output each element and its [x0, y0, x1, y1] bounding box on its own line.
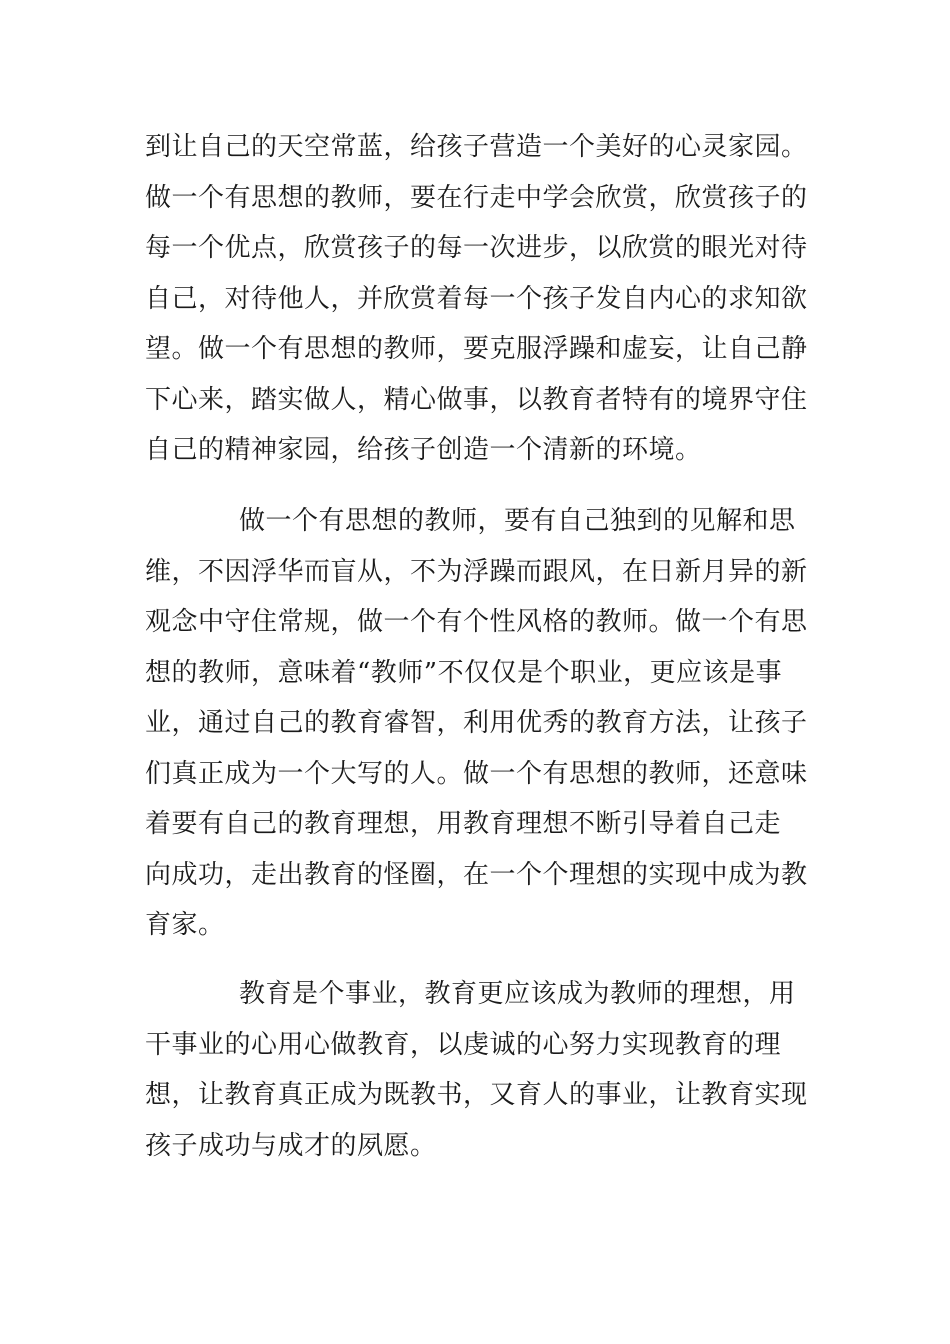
- paragraph-first-line: 教育是个事业，教育更应该成为教师的理想，用: [239, 979, 796, 1009]
- paragraph-line: 向成功，走出教育的怪圈，在一个个理想的实现中成为教: [145, 859, 808, 890]
- paragraph-line: 孩子成功与成才的夙愿。: [145, 1130, 437, 1161]
- paragraph-line: 观念中守住常规，做一个有个性风格的教师。做一个有思: [145, 607, 808, 637]
- paragraph-line: 自己的精神家园，给孩子创造一个清新的环境。: [145, 435, 702, 465]
- paragraph-3: [145, 969, 811, 1171]
- paragraph-line: 干事业的心用心做教育，以虔诚的心努力实现教育的理: [145, 1029, 782, 1060]
- paragraph-line: 维，不因浮华而盲从，不为浮躁而跟风，在日新月异的新: [145, 556, 808, 587]
- paragraph-line: 想的教师，意味着“教师”不仅仅是个职业，更应该是事: [145, 657, 783, 688]
- paragraph-line: 想，让教育真正成为既教书，又育人的事业，让教育实现: [145, 1080, 808, 1110]
- paragraph-line: 育家。: [145, 910, 225, 940]
- paragraph-2: [145, 496, 811, 951]
- paragraph-line: 望。做一个有思想的教师，要克服浮躁和虚妄，让自己静: [145, 334, 808, 364]
- paragraph-line: 们真正成为一个大写的人。做一个有思想的教师，还意味: [145, 758, 808, 789]
- paragraph-1: [145, 122, 811, 476]
- paragraph-line: 下心来，踏实做人，精心做事，以教育者特有的境界守住: [145, 384, 808, 415]
- paragraph-line: 业，通过自己的教育睿智，利用优秀的教育方法，让孩子: [145, 708, 808, 738]
- paragraph-line: 到让自己的天空常蓝，给孩子营造一个美好的心灵家园。: [145, 132, 808, 162]
- paragraph-first-line: 做一个有思想的教师，要有自己独到的见解和思: [239, 506, 796, 536]
- paragraph-line: 每一个优点，欣赏孩子的每一次进步，以欣赏的眼光对待: [145, 233, 808, 263]
- paragraph-line: 做一个有思想的教师，要在行走中学会欣赏，欣赏孩子的: [145, 182, 808, 213]
- paragraph-line: 着要有自己的教育理想，用教育理想不断引导着自己走: [145, 809, 782, 839]
- paragraph-line: 自己，对待他人，并欣赏着每一个孩子发自内心的求知欲: [145, 283, 808, 314]
